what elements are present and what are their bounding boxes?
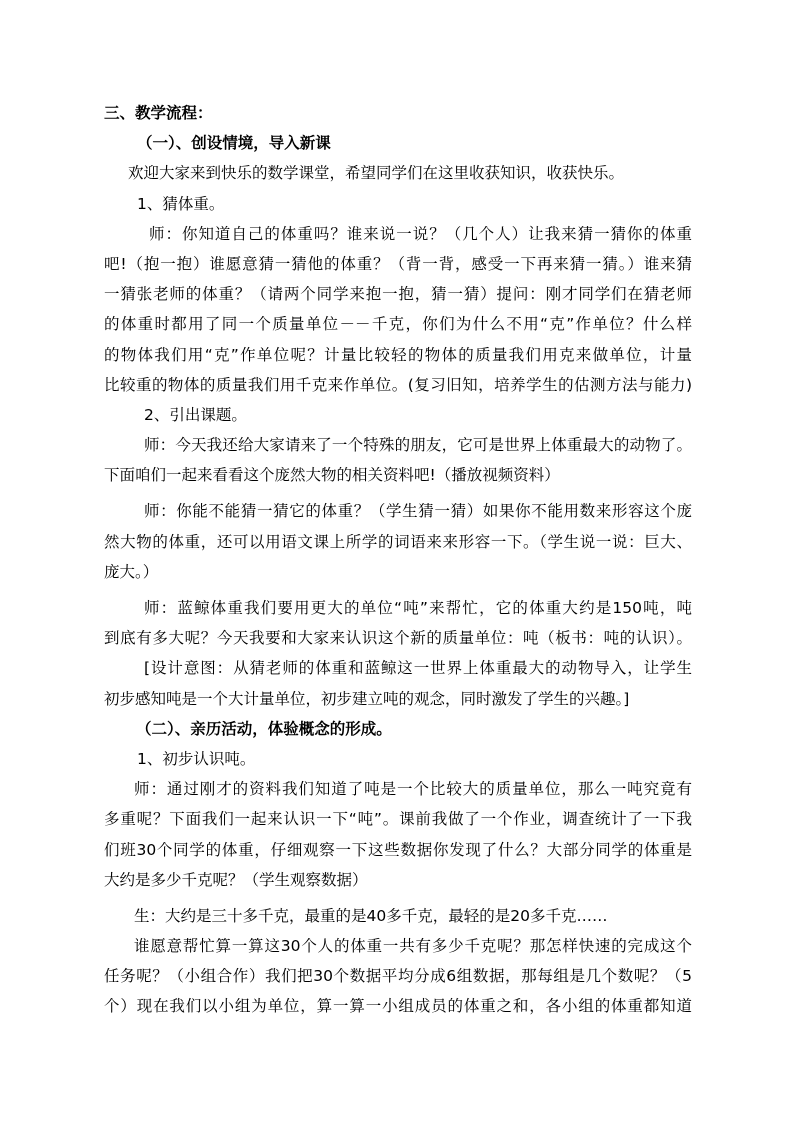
section-heading: 三、教学流程：	[104, 104, 213, 122]
paragraph-line: 比较重的物体的质量我们用千克来作单位。(复习旧知，培养学生的估测方法与能力)	[104, 375, 692, 394]
paragraph-design-intent	[104, 653, 692, 713]
paragraph-line: 师：你知道自己的体重吗？谁来说一说？（几个人）让我来猜一猜你的体重	[149, 224, 692, 243]
paragraph-line: 的物体我们用“克”作单位呢？计量比较轻的物体的质量我们用克来做单位，计量	[104, 345, 692, 364]
paragraph-line: 下面咱们一起来看看这个庞然大物的相关资料吧!（播放视频资料）	[104, 466, 560, 485]
paragraph-line: 一猜张老师的体重？（请两个同学来抱一抱，猜一猜）提问：刚才同学们在猜老师	[104, 285, 692, 304]
paragraph-line: 大约是多少千克呢？（学生观察数据）	[104, 870, 368, 889]
paragraph-line: 师：今天我还给大家请来了一个特殊的朋友，它可是世界上体重最大的动物了。	[144, 436, 692, 455]
paragraph-student1-line: 生：大约是三十多千克，最重的是40多千克，最轻的是20多千克……	[134, 906, 608, 925]
item2-title: 2、引出课题。	[144, 405, 247, 424]
paragraph-line: 谁愿意帮忙算一算这30个人的体重一共有多少千克呢？那怎样快速的完成这个	[134, 937, 692, 956]
paragraph-teacher4	[104, 593, 692, 653]
paragraph-line: 然大物的体重，还可以用语文课上所学的词语来来形容一下。（学生说一说：巨大、	[104, 532, 692, 551]
paragraph-teacher3	[104, 496, 692, 587]
paragraph-welcome-line: 欢迎大家来到快乐的数学课堂，希望同学们在这里收获知识，收获快乐。	[128, 164, 625, 183]
paragraph-line: 个）现在我们以小组为单位，算一算一小组成员的体重之和，各小组的体重都知道	[104, 997, 692, 1016]
item3-title: 1、初步认识吨。	[137, 749, 256, 768]
paragraph-line: 任务呢？（小组合作）我们把30个数据平均分成6组数据，那每组是几个数呢？（5	[104, 967, 692, 986]
paragraph-line: 初步感知吨是一个大计量单位，初步建立吨的观念，同时激发了学生的兴趣。]	[104, 689, 630, 708]
document-body	[104, 98, 692, 1022]
item1-title: 1、猜体重。	[137, 194, 225, 213]
paragraph-teacher5	[104, 774, 692, 895]
paragraph-line: 师：通过刚才的资料我们知道了吨是一个比较大的质量单位，那么一吨究竟有	[134, 780, 692, 799]
paragraph-teacher1	[104, 219, 692, 400]
paragraph-line: 到底有多大呢？今天我要和大家来认识这个新的质量单位：吨（板书：吨的认识）。	[104, 629, 692, 648]
part2-heading: （二）、亲历活动，体验概念的形成。	[136, 719, 392, 738]
paragraph-line: 们班30个同学的体重，仔细观察一下这些数据你发现了什么？大部分同学的体重是	[104, 840, 692, 859]
paragraph-teacher2	[104, 430, 692, 490]
paragraph-line: 吧!（抱一抱）谁愿意猜一猜他的体重？（背一背，感受一下再来猜一猜。）谁来猜	[104, 254, 692, 273]
paragraph-teacher6	[104, 931, 692, 1022]
paragraph-line: 多重呢？下面我们一起来认识一下“吨”。课前我做了一个作业，调查统计了一下我	[104, 810, 692, 829]
part1-heading: （一）、创设情境，导入新课	[137, 134, 331, 153]
paragraph-line: [设计意图：从猜老师的体重和蓝鲸这一世界上体重最大的动物导入，让学生	[144, 659, 692, 678]
paragraph-line: 庞大。）	[104, 562, 159, 581]
paragraph-line: 师：你能不能猜一猜它的体重？（学生猜一猜）如果你不能用数来形容这个庞	[144, 502, 692, 521]
paragraph-line: 的体重时都用了同一个质量单位－－千克，你们为什么不用“克”作单位？什么样	[104, 315, 692, 334]
paragraph-line: 师：蓝鲸体重我们要用更大的单位“吨”来帮忙，它的体重大约是150吨，吨	[144, 599, 692, 617]
